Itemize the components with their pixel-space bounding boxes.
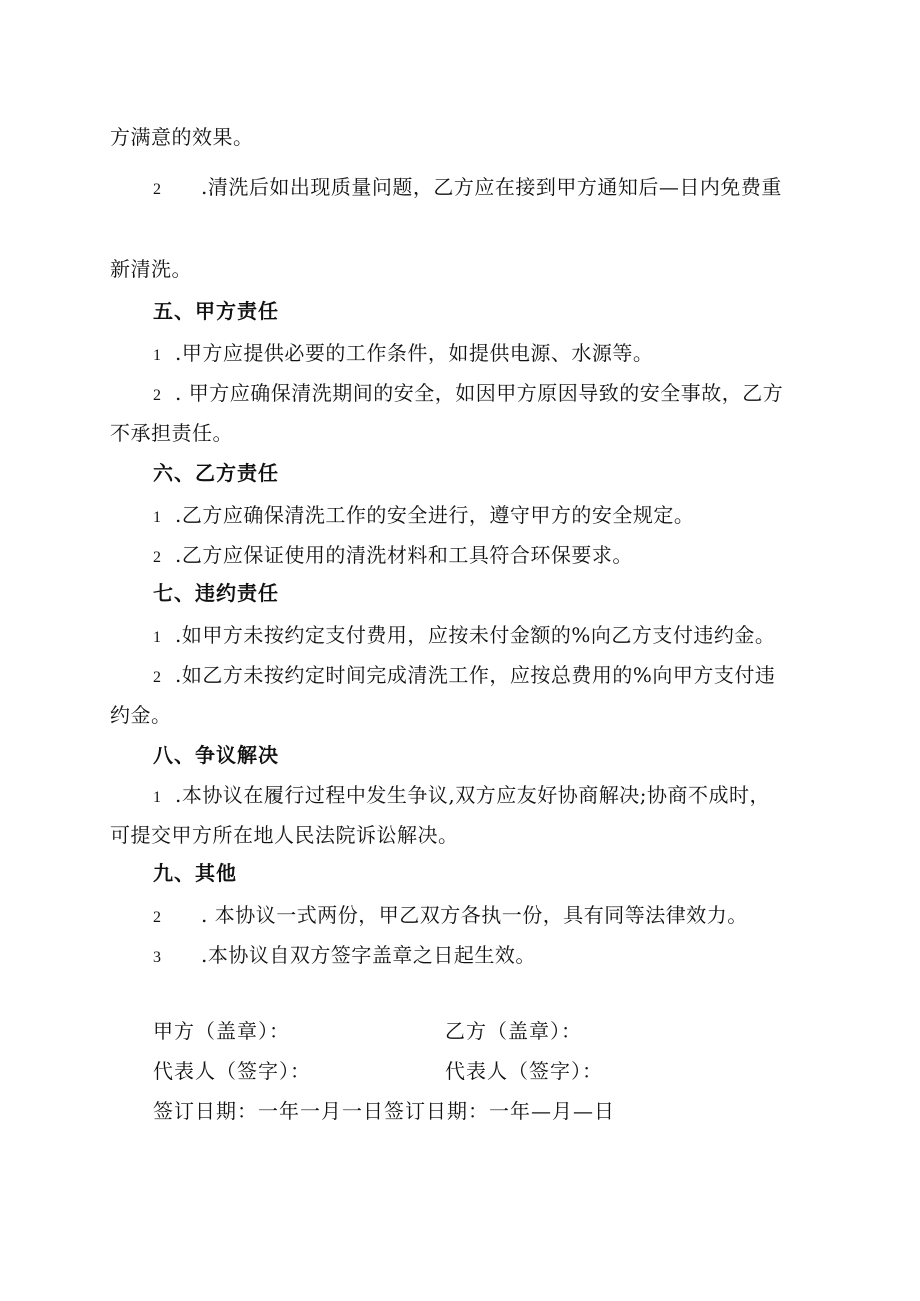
section5-item-1	[153, 340, 653, 369]
item-text-continued: 不承担责任。	[110, 421, 233, 445]
section8-heading	[153, 742, 279, 768]
item-text: .乙方应确保清洗工作的安全进行，遵守甲方的安全规定。	[175, 503, 695, 527]
section9-item-3	[153, 942, 536, 971]
item-text: . 本协议一式两份，甲乙双方各执一份，具有同等法律效力。	[201, 903, 748, 927]
heading-text: 六、乙方责任	[153, 461, 279, 485]
item-number: 2	[153, 549, 162, 566]
party-a-seal-label: 甲方（盖章）：	[153, 1019, 290, 1043]
section5-heading	[153, 298, 279, 324]
heading-text: 七、违约责任	[153, 581, 279, 605]
item-number: 2	[153, 909, 162, 926]
item-text: .本协议自双方签字盖章之日起生效。	[201, 943, 536, 967]
item-text-continued: 约金。	[110, 703, 172, 727]
section7-heading	[153, 580, 279, 606]
section7-item-1	[153, 622, 775, 651]
item-text: .乙方应保证使用的清洗材料和工具符合环保要求。	[175, 543, 633, 567]
item-number: 3	[153, 949, 162, 966]
heading-text: 九、其他	[153, 861, 237, 885]
item-number: 1	[153, 629, 162, 646]
item-number: 2	[153, 669, 162, 686]
party-b-representative-label: 代表人（签字）：	[445, 1059, 603, 1083]
item-text: .甲方应提供必要的工作条件，如提供电源、水源等。	[175, 341, 654, 365]
section7-item-2-continued	[110, 702, 172, 728]
item-text-continued: 可提交甲方所在地人民法院诉讼解决。	[110, 823, 459, 847]
section7-item-2	[153, 662, 775, 691]
section5-item-2	[153, 380, 783, 409]
item-text: .如乙方未按约定时间完成清洗工作，应按总费用的%向甲方支付违	[175, 663, 776, 687]
section6-heading	[153, 460, 279, 486]
item-number: 1	[153, 789, 162, 806]
party-a-representative-label: 代表人（签字）：	[153, 1059, 311, 1083]
section9-heading	[153, 860, 237, 886]
item-number: 2	[153, 181, 162, 198]
item-text: .如甲方未按约定支付费用，应按未付金额的%向乙方支付违约金。	[175, 623, 776, 647]
item-number: 2	[153, 387, 162, 404]
item-text: .本协议在履行过程中发生争议,双方应友好协商解决;协商不成时，	[175, 783, 770, 807]
section6-item-2	[153, 542, 633, 571]
item-text: .清洗后如出现质量问题，乙方应在接到甲方通知后—日内免费重	[201, 175, 782, 199]
item-number: 1	[153, 347, 162, 364]
paragraph-continued	[110, 124, 254, 150]
section9-item-2	[153, 902, 748, 931]
item-number: 1	[153, 509, 162, 526]
signing-dates-line: 签订日期：一年一月一日签订日期：一年—月—日	[153, 1099, 615, 1123]
heading-text: 八、争议解决	[153, 743, 279, 767]
section5-item-2-continued	[110, 420, 233, 446]
section4-item-2-continued	[110, 256, 192, 282]
section4-item-2	[153, 174, 782, 203]
item-text: . 甲方应确保清洗期间的安全，如因甲方原因导致的安全事故，乙方	[175, 381, 784, 405]
section8-item-1	[153, 782, 770, 811]
party-b-seal-label: 乙方（盖章）：	[445, 1019, 582, 1043]
section6-item-1	[153, 502, 694, 531]
item-text-continued: 新清洗。	[110, 257, 192, 281]
paragraph-text: 方满意的效果。	[110, 125, 254, 149]
section8-item-1-continued	[110, 822, 459, 848]
heading-text: 五、甲方责任	[153, 299, 279, 323]
